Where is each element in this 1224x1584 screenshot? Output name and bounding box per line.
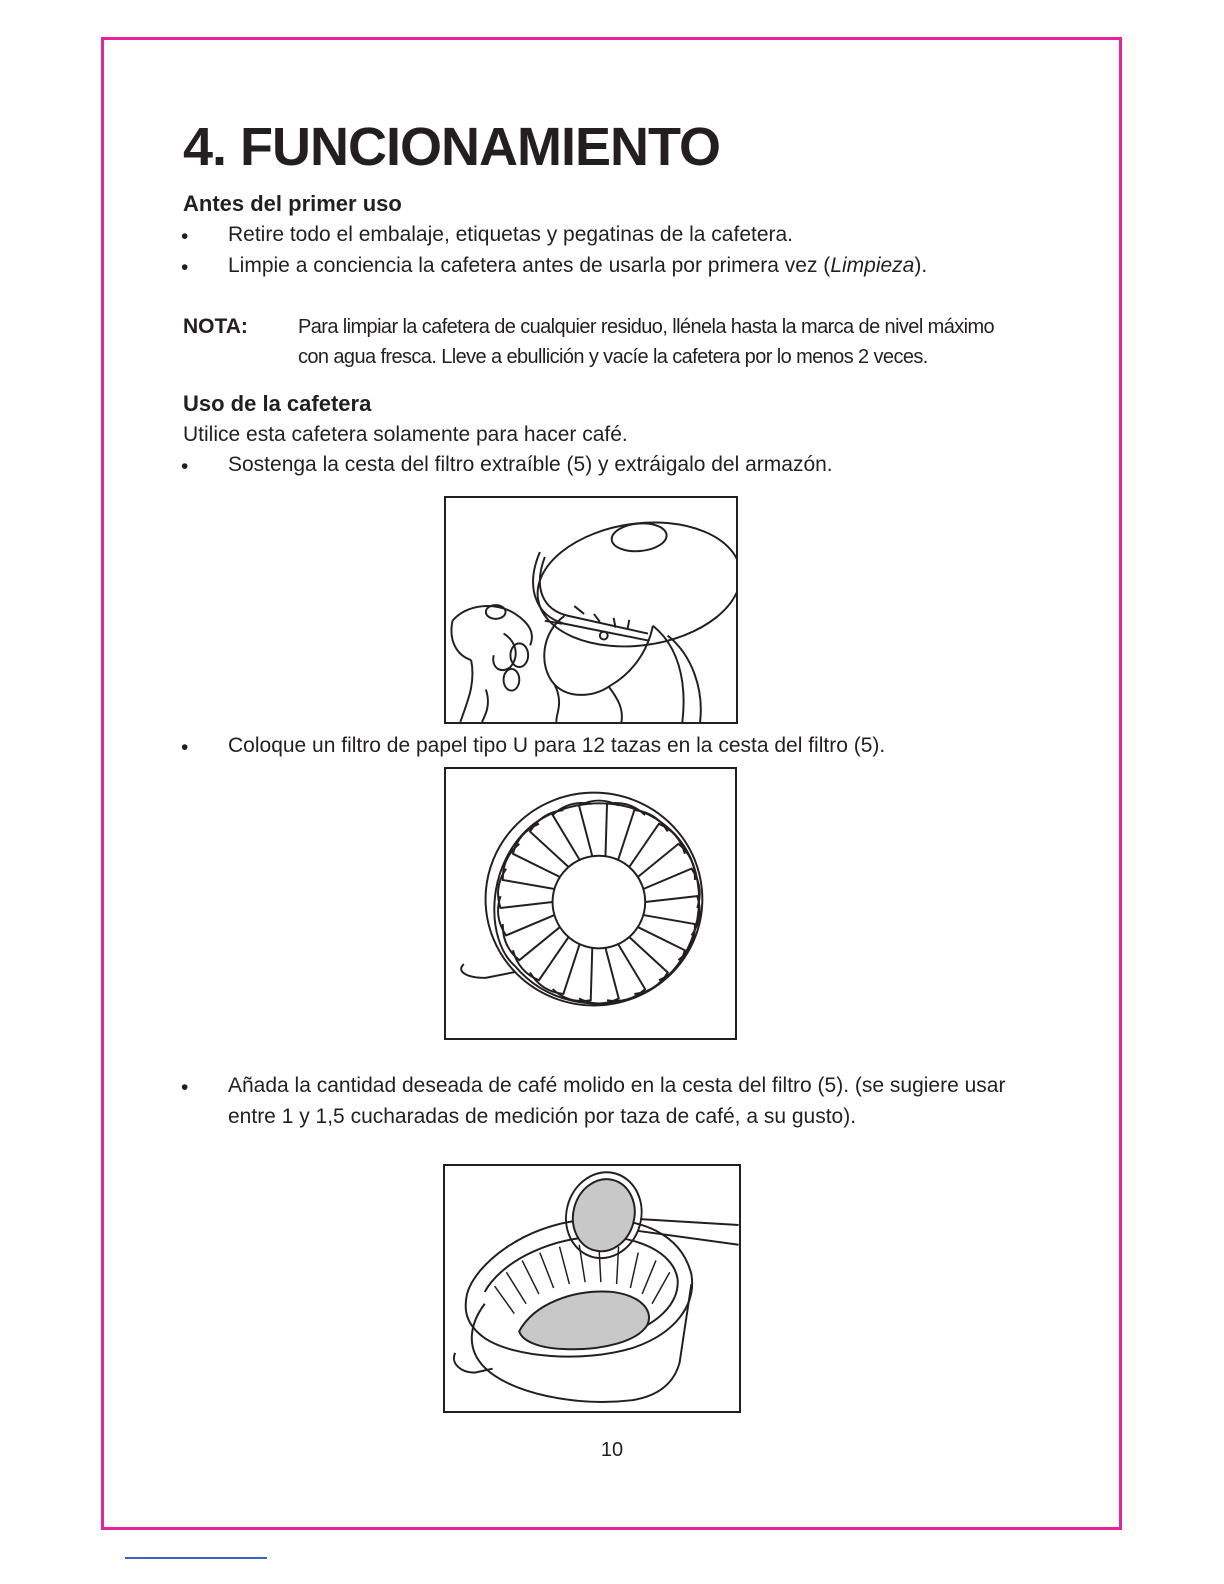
step-add-coffee-line-2: entre 1 y 1,5 cucharadas de medición por taza de café, a su gusto).	[228, 1105, 857, 1128]
filter-pleat	[645, 896, 700, 935]
cleaning-reference-link: Limpieza	[830, 254, 915, 277]
illustration-remove-filter-basket	[444, 496, 738, 724]
bullet-icon: •	[181, 455, 189, 478]
bullet-icon: •	[181, 256, 189, 279]
bullet-icon: •	[181, 736, 189, 759]
note-line-2: con agua fresca. Lleve a ebullición y vacíe la cafetera por lo menos 2 veces.	[298, 346, 928, 368]
note-line-1: Para limpiar la cafetera de cualquier residuo, llénela hasta la marca de nivel máximo	[298, 316, 995, 338]
filter-pleat	[579, 801, 619, 857]
footer-rule	[125, 1557, 267, 1559]
step-remove-filter-basket: Sostenga la cesta del filtro extraíble (5) y extráigalo del armazón.	[228, 453, 833, 476]
filter-pleat	[579, 948, 619, 1004]
illustration-paper-filter	[444, 767, 737, 1040]
bullet-icon: •	[181, 225, 189, 248]
page-number: 10	[600, 1439, 624, 1461]
section-heading-before-first-use: Antes del primer uso	[183, 191, 402, 216]
step-place-paper-filter: Coloque un filtro de papel tipo U para 12 tazas en la cesta del filtro (5).	[228, 734, 886, 757]
bullet-clean-end: ).	[914, 254, 928, 277]
filter-pleat	[629, 937, 668, 994]
note-text	[298, 312, 1068, 372]
bullet-remove-packaging: Retire todo el embalaje, etiquetas y pegatinas de la cafetera.	[228, 223, 794, 246]
bullet-icon: •	[181, 1076, 189, 1099]
filter-pleat	[498, 869, 553, 908]
usage-intro: Utilice esta cafetera solamente para hacer café.	[183, 423, 628, 446]
step-add-coffee-line-1: Añada la cantidad deseada de café molido en la cesta del filtro (5). (se sugiere usar	[228, 1074, 1006, 1097]
filter-pleat	[618, 810, 668, 860]
filter-pleat	[638, 927, 685, 980]
illustration-add-ground-coffee	[443, 1164, 741, 1413]
bullet-clean-before-use	[228, 251, 927, 281]
note-label: NOTA:	[183, 315, 248, 338]
page-title: 4. FUNCIONAMIENTO	[183, 117, 721, 177]
section-heading-usage: Uso de la cafetera	[183, 391, 372, 416]
filter-pleat	[503, 924, 560, 960]
bullet-clean-text: Limpie a conciencia la cafetera antes de usarla por primera vez (	[228, 254, 831, 277]
filter-pleat	[513, 824, 560, 877]
filter-pleat	[530, 810, 569, 867]
